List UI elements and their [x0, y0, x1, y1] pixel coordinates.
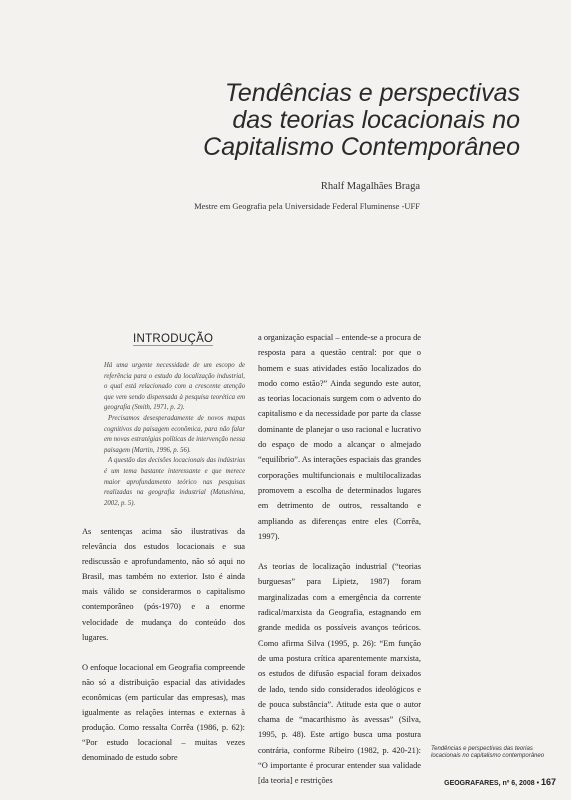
body-paragraph: As teorias de localização industrial (“teorias burguesas” para Lipietz, 1987) foram marginalizadas com a emergência da corrente radical/marxista da Geografia, estagnando em grande medida os possíveis avanços teóricos. Como afirma Silva (1995, p. 26): “Em função de uma postura crítica aparentemente marxista, os estudos de difusão espacial foram deixados de lado, tendo sido considerados ideológicos e de pouca substância”. Atitude esta que o autor chama de “macarthismo às avessas” (Silva, 1995, p. 48). Este artigo busca uma postura contrária, conforme Ribeiro (1982, p. 420-21): “O importante é procurar entender sua validade [da teoria] e restrições: [258, 562, 421, 786]
epigraph-block: [104, 361, 245, 509]
body-paragraph: As sentenças acima são ilustrativas da relevância dos estudos locacionais e sua rediscussão e aprofundamento, não só aqui no Brasil, mas também no exterior. Isto é ainda mais válido se considerarmos o capitalismo contemporâneo (pós-1970) e a enorme velocidade de mudança do conteúdo dos lugares.: [82, 527, 245, 642]
epigraph-quote: A questão das decisões locacionais das indústrias é um tema bastante interessante e que merece maior aprofundamento teórico nas pesquisas realizadas na geografia industrial (Matushima, 2002, p. 5).: [104, 457, 245, 507]
author-name: Rhalf Magalhães Braga: [320, 181, 420, 192]
page-number: 167: [540, 777, 556, 787]
author-affiliation: Mestre em Geografia pela Universidade Federal Fluminense -UFF: [194, 201, 420, 211]
footer-separator: •: [536, 780, 540, 787]
body-column-right: [258, 330, 421, 789]
epigraph-quote: Precisamos desesperadamente de novos mapas cognitivos da paisagem econômica, para não falar em novas estratégias políticas de intervenção nessa paisagem (Martin, 1996, p. 56).: [104, 414, 245, 454]
section-heading-text: INTRODUÇÃO: [133, 333, 214, 345]
title-line-1: Tendências e perspectivas: [224, 79, 520, 107]
section-heading: [133, 333, 213, 345]
title-line-2: das teorias locacionais no: [232, 106, 520, 134]
body-paragraph: O enfoque locacional em Geografia compreende não só a distribuição espacial das atividades econômicas (em particular das empresas), mas igualmente as relações internas e externas à produção. Como ressalta Corrêa (1986, p. 62): “Por estudo locacional – muitas vezes denominado de estudo sobre: [82, 662, 245, 763]
body-paragraph: a organização espacial – entende-se a procura de resposta para a questão central: por que o homem e suas atividades estão localizados do modo como estão?” Ainda segundo este autor, as teorias locacionais surgem com o advento do capitalismo e da necessidade por parte da classe dominante de planejar o uso racional e lucrativo do espaço de modo a alcançar o almejado “equilíbrio”. As interações espaciais das grandes corporações multifuncionais e multilocalizadas promovem a escolha de determinados lugares em detrimento de outros, ressaltando e ampliando as diferenças entre eles (Corrêa, 1997).: [258, 333, 421, 541]
title-line-3: Capitalismo Contemporâneo: [203, 133, 520, 161]
body-column-left: [82, 524, 245, 765]
page-footer: [444, 777, 556, 787]
article-title: [60, 80, 520, 161]
running-title-note: Tendências e perspectivas das teorias locacionais no capitalismo contemporâneo: [431, 746, 545, 759]
journal-citation: GEOGRAFARES, nº 6, 2008: [444, 780, 535, 787]
epigraph-quote: Há uma urgente necessidade de um escopo de referência para o estudo da localização industrial, o qual está relacionado com a crescente atenção que vem sendo dispensada à pesquisa teorética em geografia (Smith, 1971, p. 2).: [104, 362, 245, 412]
